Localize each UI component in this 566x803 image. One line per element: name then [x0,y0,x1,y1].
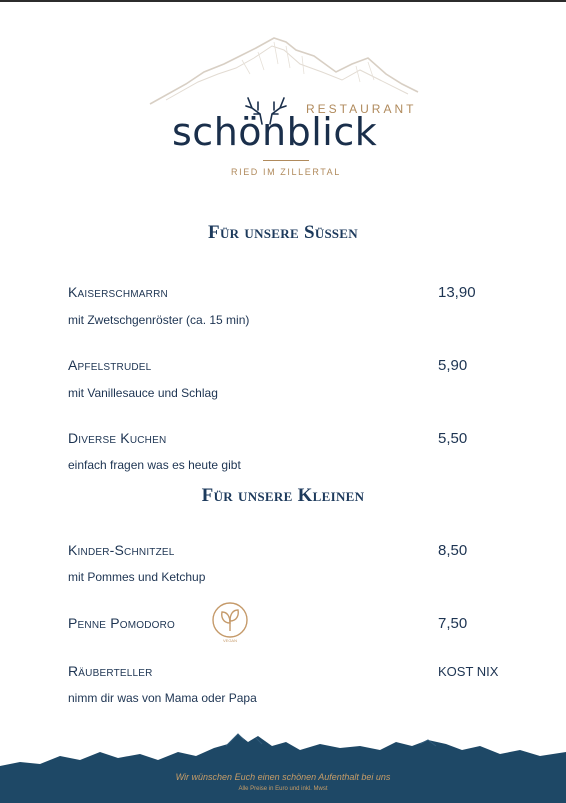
brand-name: schönblick [172,110,378,154]
mountain-silhouette-icon [0,730,566,803]
antlers-icon [380,130,440,160]
menu-item-name: Kinder-Schnitzel [68,542,175,558]
menu-item-description: mit Pommes und Ketchup [68,570,206,584]
menu-item-price: 5,50 [438,430,468,447]
brand-divider [263,160,309,161]
menu-item-description: mit Vanillesauce und Schlag [68,386,218,400]
menu-item-price: 7,50 [438,615,468,632]
menu-item-name: Diverse Kuchen [68,430,167,446]
menu-item-description: mit Zwetschgenröster (ca. 15 min) [68,313,250,327]
menu-item-description: nimm dir was von Mama oder Papa [68,691,257,705]
footer-mountains [0,730,566,803]
menu-item-description: einfach fragen was es heute gibt [68,458,241,472]
menu-item-name: Apfelstrudel [68,357,152,373]
section-title-suessen: Für unsere Süßen [208,222,358,243]
menu-item-price: 8,50 [438,542,468,559]
vegan-leaf-icon [209,601,251,643]
footer-price-note: Alle Preise in Euro und inkl. Mwst [238,786,328,792]
menu-item-price: KOST NIX [438,664,499,679]
menu-item-name: Penne Pomodoro [68,615,176,631]
top-border [0,0,566,2]
menu-item-price: 5,90 [438,357,468,374]
brand-location: RIED IM ZILLERTAL [231,167,341,177]
vegan-badge-label: VEGAN [222,638,238,643]
footer-note: Wir wünschen Euch einen schönen Aufenthalt bei uns [175,772,391,782]
menu-item-name: Kaiserschmarrn [68,284,168,300]
section-title-kleinen: Für unsere Kleinen [201,485,365,506]
menu-item-name: Räuberteller [68,663,153,679]
menu-item-price: 13,90 [438,284,476,301]
brand-restaurant-label: RESTAURANT [306,102,417,116]
